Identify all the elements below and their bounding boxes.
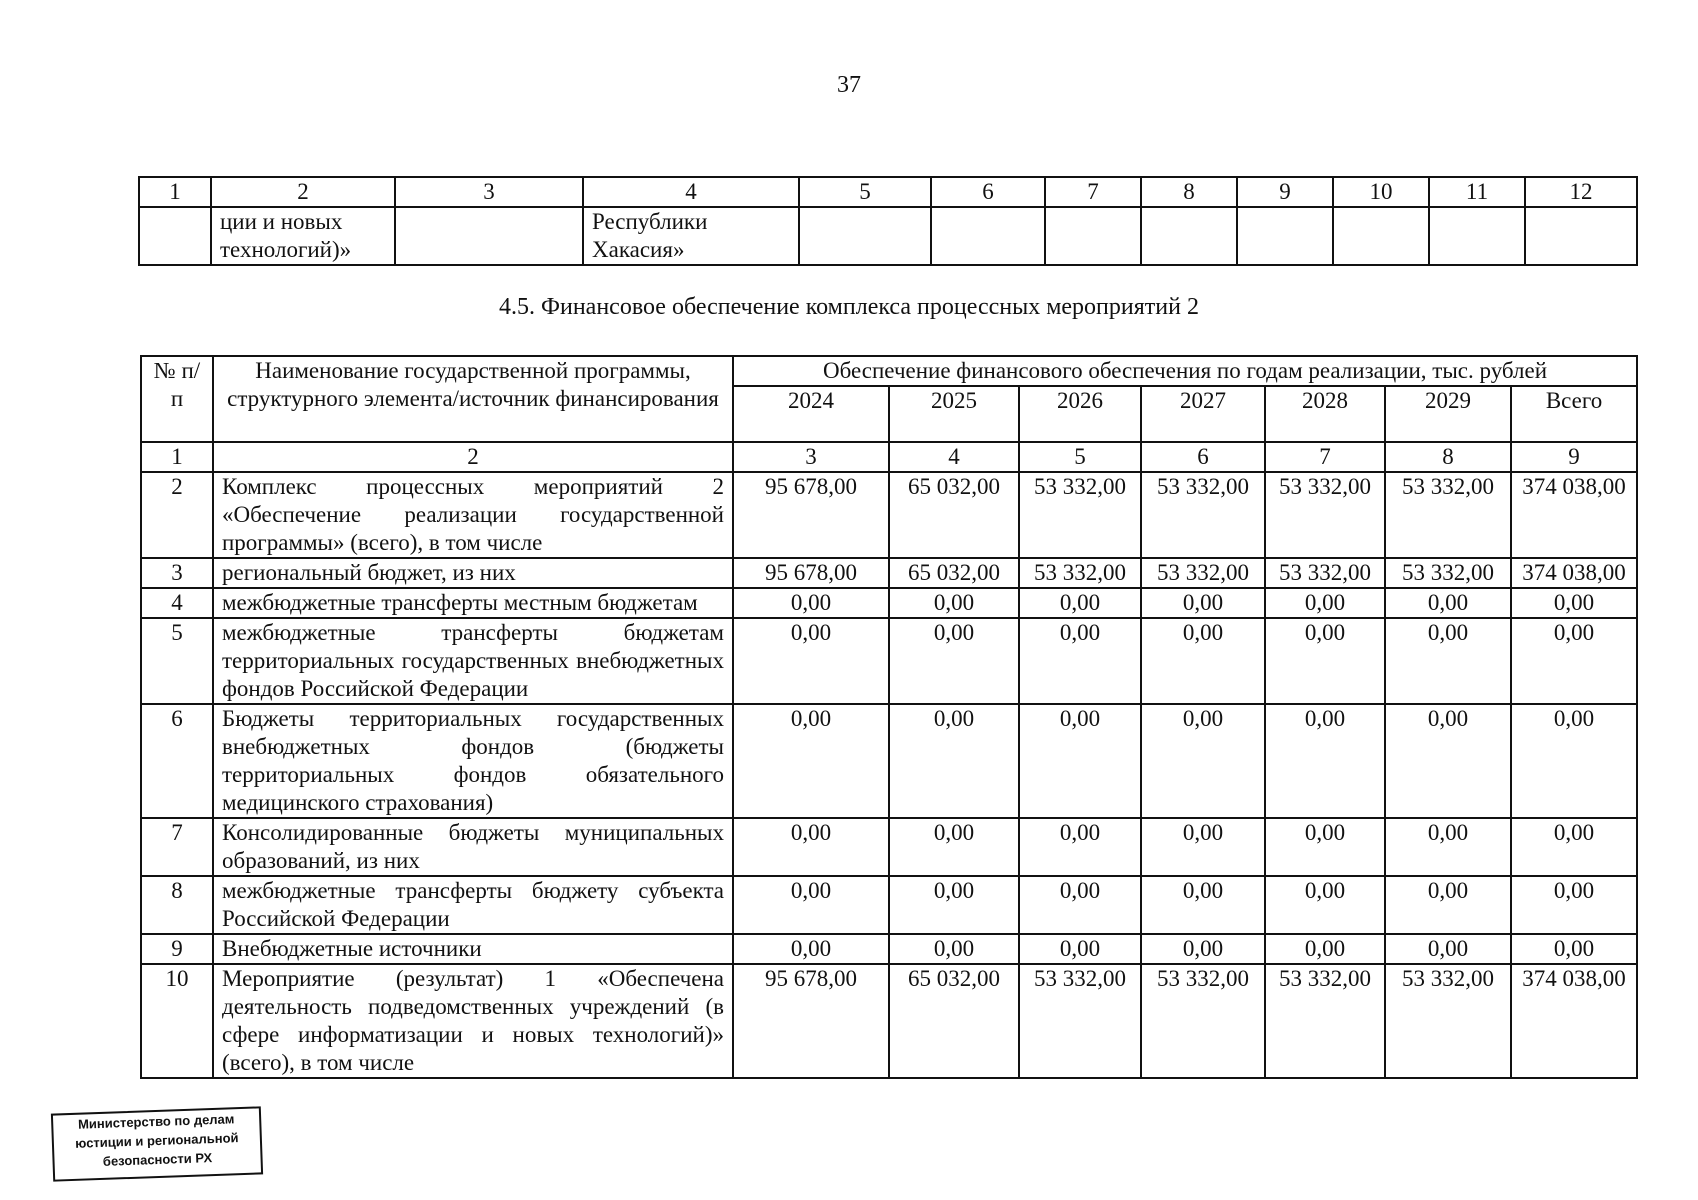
year-value: 0,00 [1019,704,1141,818]
year-value: 65 032,00 [889,964,1019,1078]
column-number: 5 [1019,442,1141,472]
page-number: 37 [837,72,861,98]
section-title: 4.5. Финансовое обеспечение комплекса процессных мероприятий 2 [499,294,1199,320]
year-value: 0,00 [733,588,889,618]
table-row [141,818,1637,876]
column-number: 2 [211,177,395,207]
table-row [141,588,1637,618]
funding-group-header: Обеспечение финансового обеспечения по годам реализации, тыс. рублей [733,356,1637,386]
row-number: 7 [141,818,213,876]
stamp-line: безопасности РХ [102,1150,213,1169]
year-value: 95 678,00 [733,964,889,1078]
total-value: 374 038,00 [1511,964,1637,1078]
year-value: 0,00 [1385,704,1511,818]
column-number: 7 [1045,177,1141,207]
year-value: 65 032,00 [889,558,1019,588]
year-header: 2028 [1265,386,1385,442]
year-value: 0,00 [1265,618,1385,704]
name-header: Наименование государственной программы, структурного элемента/источник финансирования [213,356,733,442]
row-name: Комплекс процессных мероприятий 2 «Обеспечение реализации государственной программы» (всего), в том числе [213,472,733,558]
row-number: 2 [141,472,213,558]
column-number: 2 [213,442,733,472]
row-name: Бюджеты территориальных государственных внебюджетных фондов (бюджеты территориальных фондов обязательного медицинского страхования) [213,704,733,818]
total-value: 0,00 [1511,704,1637,818]
table-cell [395,207,583,265]
column-number: 1 [139,177,211,207]
column-number: 1 [141,442,213,472]
year-value: 95 678,00 [733,472,889,558]
row-name: межбюджетные трансферты бюджетам территориальных государственных внебюджетных фондов Российской Федерации [213,618,733,704]
row-number: 9 [141,934,213,964]
table-row [141,618,1637,704]
table-row [141,558,1637,588]
year-value: 53 332,00 [1019,558,1141,588]
row-name: Внебюджетные источники [213,934,733,964]
table-row [141,876,1637,934]
year-value: 53 332,00 [1019,472,1141,558]
table-cell [1429,207,1525,265]
row-name: Консолидированные бюджеты муниципальных образований, из них [213,818,733,876]
year-header: 2026 [1019,386,1141,442]
table-header-row [141,356,1637,386]
table-row [141,472,1637,558]
row-number: 8 [141,876,213,934]
row-number: 4 [141,588,213,618]
column-number: 4 [889,442,1019,472]
year-value: 53 332,00 [1265,964,1385,1078]
year-value: 0,00 [1385,618,1511,704]
total-value: 0,00 [1511,618,1637,704]
year-value: 0,00 [733,704,889,818]
table-cell [931,207,1045,265]
column-number: 12 [1525,177,1637,207]
table-cell [1141,207,1237,265]
column-number: 8 [1141,177,1237,207]
year-value: 0,00 [1265,934,1385,964]
financing-table-body [141,472,1637,1078]
year-value: 53 332,00 [1141,472,1265,558]
table-cell [1237,207,1333,265]
year-value: 0,00 [1265,588,1385,618]
column-number: 6 [1141,442,1265,472]
year-value: 53 332,00 [1019,964,1141,1078]
stamp-line: юстиции и региональной [74,1130,239,1151]
table-cell: ции и новых технологий)» [211,207,395,265]
year-value: 0,00 [733,818,889,876]
row-name: межбюджетные трансферты местным бюджетам [213,588,733,618]
year-value: 53 332,00 [1385,558,1511,588]
year-value: 53 332,00 [1141,558,1265,588]
row-number: 10 [141,964,213,1078]
year-value: 53 332,00 [1141,964,1265,1078]
row-name: Мероприятие (результат) 1 «Обеспечена деятельность подведомственных учреждений (в сфере информатизации и новых технологий)» (всего), в том числе [213,964,733,1078]
total-value: 0,00 [1511,818,1637,876]
year-value: 0,00 [1385,876,1511,934]
table-cell [139,207,211,265]
year-value: 0,00 [1385,818,1511,876]
year-value: 0,00 [1019,588,1141,618]
year-header: 2025 [889,386,1019,442]
registration-stamp [51,1106,263,1181]
year-value: 0,00 [1019,818,1141,876]
table-cell [1045,207,1141,265]
year-value: 0,00 [1019,934,1141,964]
year-value: 0,00 [1141,876,1265,934]
column-number: 4 [583,177,799,207]
column-number: 8 [1385,442,1511,472]
table-row [141,964,1637,1078]
table-cell [1525,207,1637,265]
total-value: 0,00 [1511,876,1637,934]
row-number: 6 [141,704,213,818]
column-number: 5 [799,177,931,207]
year-value: 0,00 [889,934,1019,964]
year-value: 0,00 [889,818,1019,876]
year-value: 0,00 [1265,704,1385,818]
table-cell [799,207,931,265]
year-value: 0,00 [1141,618,1265,704]
year-header: 2027 [1141,386,1265,442]
total-value: 0,00 [1511,934,1637,964]
table-row [139,207,1637,265]
year-value: 0,00 [889,876,1019,934]
total-value: 374 038,00 [1511,558,1637,588]
year-value: 0,00 [1265,818,1385,876]
year-value: 0,00 [1141,704,1265,818]
column-number: 3 [733,442,889,472]
column-number: 9 [1237,177,1333,207]
table-header-row [139,177,1637,207]
year-value: 53 332,00 [1385,964,1511,1078]
stamp-line: Министерство по делам [77,1111,235,1132]
row-name: региональный бюджет, из них [213,558,733,588]
year-value: 95 678,00 [733,558,889,588]
year-value: 53 332,00 [1265,558,1385,588]
column-numbers-row [141,442,1637,472]
year-value: 0,00 [733,934,889,964]
year-value: 0,00 [1141,818,1265,876]
year-value: 0,00 [733,618,889,704]
total-value: 374 038,00 [1511,472,1637,558]
total-value: 0,00 [1511,588,1637,618]
table-cell: Республики Хакасия» [583,207,799,265]
table-row [141,704,1637,818]
year-value: 0,00 [1141,934,1265,964]
year-value: 0,00 [1019,876,1141,934]
year-header: 2029 [1385,386,1511,442]
year-header: 2024 [733,386,889,442]
row-number: 3 [141,558,213,588]
year-value: 0,00 [733,876,889,934]
year-value: 0,00 [889,704,1019,818]
table-row [141,934,1637,964]
column-number: 10 [1333,177,1429,207]
year-value: 0,00 [1141,588,1265,618]
column-number: 9 [1511,442,1637,472]
row-name: межбюджетные трансферты бюджету субъекта Российской Федерации [213,876,733,934]
continued-table [138,176,1638,266]
column-number: 7 [1265,442,1385,472]
year-value: 0,00 [1265,876,1385,934]
number-header: № п/п [141,356,213,442]
total-header: Всего [1511,386,1637,442]
year-value: 53 332,00 [1385,472,1511,558]
year-value: 53 332,00 [1265,472,1385,558]
column-number: 3 [395,177,583,207]
column-number: 11 [1429,177,1525,207]
row-number: 5 [141,618,213,704]
column-number: 6 [931,177,1045,207]
table-cell [1333,207,1429,265]
financing-table [140,355,1638,1079]
year-value: 65 032,00 [889,472,1019,558]
year-value: 0,00 [889,618,1019,704]
year-value: 0,00 [1385,588,1511,618]
year-value: 0,00 [889,588,1019,618]
year-value: 0,00 [1019,618,1141,704]
year-value: 0,00 [1385,934,1511,964]
